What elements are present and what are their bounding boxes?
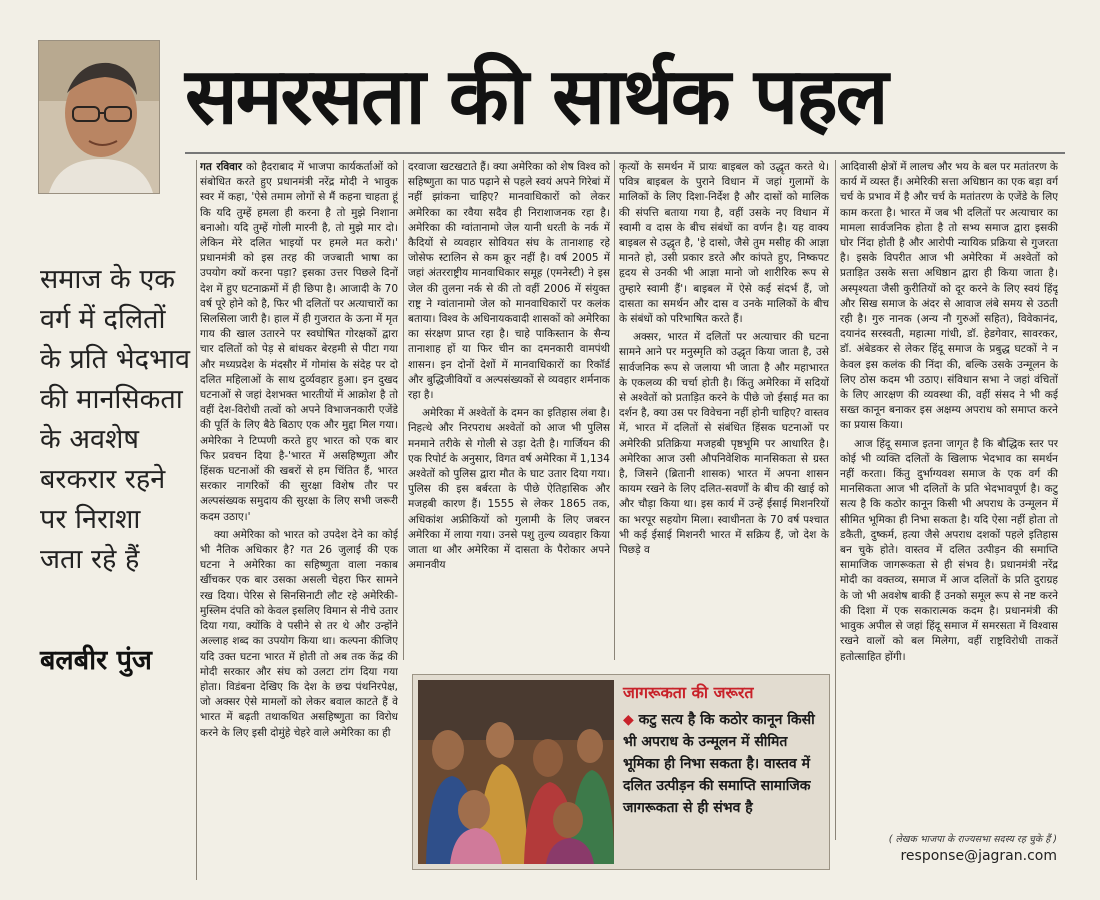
lead-words: गत रविवार xyxy=(200,161,243,173)
crowd-photo xyxy=(418,680,614,864)
highlight-box xyxy=(412,674,830,870)
paragraph-text: को हैदराबाद में भाजपा कार्यकर्ताओं को संबोधित करते हुए प्रधानमंत्री नरेंद्र मोदी ने भावुक स्वर में कहा, 'ऐसे तमाम लोगों से मैं कहना चाहता हूं कि यदि तुम्हें हमला ही करना है तो मुझे निशाना बनाओ। यदि तुम्हें गोली मारनी है, तो मुझे मार दो। लेकिन मेरे दलित भाइयों पर हमले मत करो।' प्रधानमंत्री को इस तरह की जज्बाती भाषा का उपयोग क्यों करना पड़ा? इसका उत्तर पिछले दिनों देश में हुए घटनाक्रमों में ही छिपा है। आजादी के 70 वर्ष पूरे होने को है, फिर भी दलितों पर अत्याचारों का सिलसिला जारी है। हाल में ही गुजरात के ऊना में मृत गाय की खाल उतारने पर स्वघोषित गोरक्षकों द्वारा चार दलितों को पेड़ से बांधकर बेरहमी से पीटा गया और मध्यप्रदेश के मंदसौर में गोमांस के संदेह पर दो दलित महिलाओं के साथ दुर्व्यवहार हुआ। इन दुखद घटनाओं से जहां देशभक्त भारतीयों में आक्रोश है तो वहीं देश-विरोधी तत्वों को अपने विभाजनकारी एजेंडे की पूर्ति के लिए बैठे बिठाए एक और मुद्दा मिल गया। अमेरिका ने टिप्पणी करते हुए भारत को एक बार फिर प्रवचन दिया है-'भारत में असहिष्णुता और हिंसक घटनाओं की खबरों से हम चिंतित हैं, भारत सरकार नागरिकों की सुरक्षा विशेष तौर पर अल्पसंख्यक समुदाय की सुरक्षा के लिए सभी जरूरी कदम उठाए।' xyxy=(200,161,398,523)
column-divider xyxy=(835,160,836,840)
paragraph: दरवाजा खटखटाते हैं। क्या अमेरिका को शेष विश्व को सहिष्णुता का पाठ पढ़ाने से पहले स्वयं अपने गिरेबां में नहीं झांकना चाहिए? मानवाधिकारों को लेकर अमेरिका का रवैया सदैव ही निराशाजनक रहा है। अमेरिका की ग्वांतानामो जेल यानी धरती के नर्क में कैदियों से व्यवहार सोवियत संघ के तानाशाह रहे जोसेफ स्टालिन से कम क्रूर नहीं है। वर्ष 2005 में जहां अंतरराष्ट्रीय मानवाधिकार समूह (एमनेस्टी) ने इस जेल की तुलना नर्क से की तो वहीं 2006 में संयुक्त राष्ट्र ने ग्वांतानामो जेल को मानवाधिकारों पर कलंक बताया। विश्व के अधिनायकवादी शासकों को अमेरिका का संरक्षण प्राप्त रहा है। चाहे पाकिस्तान के सैन्य तानाशाह हों या फिर चीन का दमनकारी वामपंथी शासन। इन दोनों देशों में मानवाधिकारों का रिकॉर्ड और बुद्धिजीवियों व अल्पसंख्यकों से व्यवहार शर्मनाक रहा है। xyxy=(408,161,610,402)
paragraph: क्या अमेरिका को भारत को उपदेश देने का कोई भी नैतिक अधिकार है? गत 26 जुलाई की एक घटना ने अमेरिका का सहिष्णुता वाला नकाब खींचकर एक बार उसका असली चेहरा फिर सामने रख दिया। पेरिस से सिनसिनाटी लौट रहे अमेरिकी-मुस्लिम दंपति को केवल इसलिए विमान से नीचे उतार दिया गया, क्योंकि वे पसीने से तर थे और उन्होंने अल्लाह शब्द का उपयोग किया था। कल्पना कीजिए यदि उक्त घटना भारत में होती तो अब तक केंद्र की मोदी सरकार और संघ को उलटा टांग दिया गया होता। विडंबना देखिए कि देश के छद्म पंथनिरपेक्ष, जो अक्सर ऐसे मामलों को लेकर बवाल काटते हैं वे भारत में बढ़ती तथाकथित असहिष्णुता का विरोध करने के लिए इसी दोमुंहे चेहरे वाले अमेरिका का ही xyxy=(200,528,398,739)
pull-quote: समाज के एक वर्ग में दलितों के प्रति भेदभाव की मानसिकता के अवशेष बरकरार रहने पर निराशा जता रहे हैं xyxy=(40,264,190,575)
diamond-bullet-icon: ◆ xyxy=(623,712,639,728)
paragraph: आदिवासी क्षेत्रों में लालच और भय के बल पर मतांतरण के कार्य में व्यस्त हैं। अमेरिकी सत्ता अधिष्ठान का एक बड़ा वर्ग चर्च के प्रभाव में है और चर्च के मतांतरण के एजेंडे के लिए काम करता है। भारत में जब भी दलितों पर अत्याचार का मामला सार्वजनिक होता है तो सभ्य समाज द्वारा इसकी घोर निंदा होती है और आरोपी न्यायिक प्रक्रिया से गुजरता है। इसके विपरीत आज भी अमेरिका में अश्वेतों को प्रताड़ित उसके सत्ता अधिष्ठान द्वारा ही किया जाता है। अस्पृश्यता जैसी कुरीतियों को दूर करने के लिए स्वयं हिंदू और सिख समाज के अंदर से आवाज लंबे समय से उठती रही है। गुरु नानक (अन्य नौ गुरुओं सहित), विवेकानंद, दयानंद सरस्वती, महात्मा गांधी, डॉ. हेडगेवार, सावरकर, डॉ. अंबेडकर से लेकर हिंदू समाज के प्रबुद्ध घटकों ने न केवल इस कलंक की निंदा की, बल्कि उसके उन्मूलन के लिए ठोस कदम भी उठाए। संविधान सभा ने जहां वंचितों के लिए आरक्षण की व्यवस्था की, वहीं संसद ने भी कई सख्त कानून बनाकर इस अक्षम्य अपराध को समाप्त करने का प्रयास किया। xyxy=(840,161,1058,432)
article-column-3 xyxy=(619,160,829,665)
column-divider xyxy=(614,160,615,660)
article-column-4 xyxy=(840,160,1058,828)
headline-rule xyxy=(185,152,1065,154)
women-protest-image xyxy=(418,680,614,864)
author-name: बलबीर पुंज xyxy=(40,645,152,676)
author-portrait-image xyxy=(39,41,159,193)
column-divider xyxy=(196,160,197,880)
box-heading: जागरूकता की जरूरत xyxy=(623,683,754,702)
box-body: कटु सत्य है कि कठोर कानून किसी भी अपराध के उन्मूलन में सीमित भूमिका ही निभा सकता है। वास्तव में दलित उत्पीड़न की समाप्ति सामाजिक जागरूकता से ही संभव है xyxy=(623,712,815,816)
headline: समरसता की सार्थक पहल xyxy=(185,52,887,142)
author-note: ( लेखक भाजपा के राज्यसभा सदस्य रह चुके हैं ) xyxy=(888,834,1057,845)
paragraph: अमेरिका में अश्वेतों के दमन का इतिहास लंबा है। निहत्थे और निरपराध अश्वेतों को आज भी पुलिस मनमाने तरीके से गोली से उड़ा देती है। गार्जियन की एक रिपोर्ट के अनुसार, विगत वर्ष अमेरिका में 1,134 अश्वेतों को पुलिस द्वारा मौत के घाट उतार दिया गया। पुलिस की इस बर्बरता के पीछे ऐतिहासिक और मजहबी कारण हैं। 1555 से लेकर 1865 तक, अधिकांश अफ्रीकियों को गुलामी के लिए जबरन अमेरिका में लाया गया। उनसे पशु तुल्य व्यवहार किया जाता था और अमेरिका में दासता के पैरोकार अपने अमानवीय xyxy=(408,407,610,572)
author-photo xyxy=(38,40,160,194)
article-column-1 xyxy=(200,160,398,865)
paragraph: कृत्यों के समर्थन में प्रायः बाइबल को उद्धृत करते थे। पवित्र बाइबल के पुराने विधान में जहां गुलामों के मालिकों के लिए दिशा-निर्देश है और दासों को मालिक की संपत्ति बताया गया है, वहीं उसके नए विधान में स्वामी व दास के बीच संबंधों का वर्णन है। यह वाक्य बाइबल से उद्धृत है, 'हे दासो, जैसे तुम मसीह की आज्ञा मानते हो, उसी प्रकार डरते और कांपते हुए, निष्कपट हृदय से उनकी भी आज्ञा मानो जो शारीरिक रूप से तुम्हारे स्वामी हैं'। बाइबल में ऐसे कई संदर्भ हैं, जो दासता का समर्थन और दास व उनके मालिकों के बीच के संबंधों को परिभाषित करते हैं। xyxy=(619,161,829,326)
paragraph: अक्सर, भारत में दलितों पर अत्याचार की घटना सामने आने पर मनुस्मृति को उद्धृत किया जाता है, उसे सार्वजनिक रूप से जलाया भी जाता है और महाभारत के एकलव्य की चर्चा होती है। किंतु अमेरिका में सदियों से अश्वेतों को प्रताड़ित करने के पीछे जो ईसाई मत का दर्शन है, क्या उस पर विवेचना नहीं होनी चाहिए? वास्तव में, भारत में दलितों से संबंधित हिंसक घटनाओं पर अमेरिकी प्रतिक्रिया मजहबी पृष्ठभूमि पर आधारित है। अमेरिका आज उसी औपनिवेशिक मानसिकता से ग्रस्त है, जिसने (ब्रितानी शासक) भारत में अपना शासन कायम रखने के लिए दलित-सवर्णों के बीच की खाई को और चौड़ा किया था। इस कार्य में उन्हें ईसाई मिशनरियों का भरपूर सहयोग मिला। स्वाधीनता के 70 वर्ष पश्चात भी कई ईसाई मिशनरी भारत में सक्रिय हैं, जो देश के पिछड़े व xyxy=(619,331,829,557)
box-text xyxy=(623,709,821,819)
article-column-2 xyxy=(408,160,610,665)
response-email[interactable]: response@jagran.com xyxy=(900,848,1057,864)
paragraph: आज हिंदू समाज इतना जागृत है कि बौद्धिक स्तर पर कोई भी व्यक्ति दलितों के खिलाफ भेदभाव का समर्थन नहीं करता। किंतु दुर्भाग्यवश समाज के एक वर्ग की मानसिकता आज भी दलितों के प्रति भेदभावपूर्ण है। कटु सत्य है कि कठोर कानून किसी भी अपराध के उन्मूलन में सीमित भूमिका ही निभा सकता है। यदि ऐसा नहीं होता तो डकैती, दुष्कर्म, हत्या जैसे अपराध दशकों पहले इतिहास बन चुके होते। वास्तव में दलित उत्पीड़न की समाप्ति सामाजिक जागरूकता से ही संभव है। प्रधानमंत्री नरेंद्र मोदी का वक्तव्य, समाज में आज दलितों के प्रति दुराग्रह के जो भी अवशेष बाकी हैं उनको समूल रूप से नष्ट करने की दिशा में एक सकारात्मक कदम है। प्रधानमंत्री की भावुक अपील से जहां हिंदू समाज में समरसता में विश्वास रखने वालों को बल मिलेगा, वहीं राष्ट्रविरोधी ताकतें हतोत्साहित होंगी। xyxy=(840,437,1058,663)
paragraph xyxy=(200,160,398,525)
column-divider xyxy=(403,160,404,660)
